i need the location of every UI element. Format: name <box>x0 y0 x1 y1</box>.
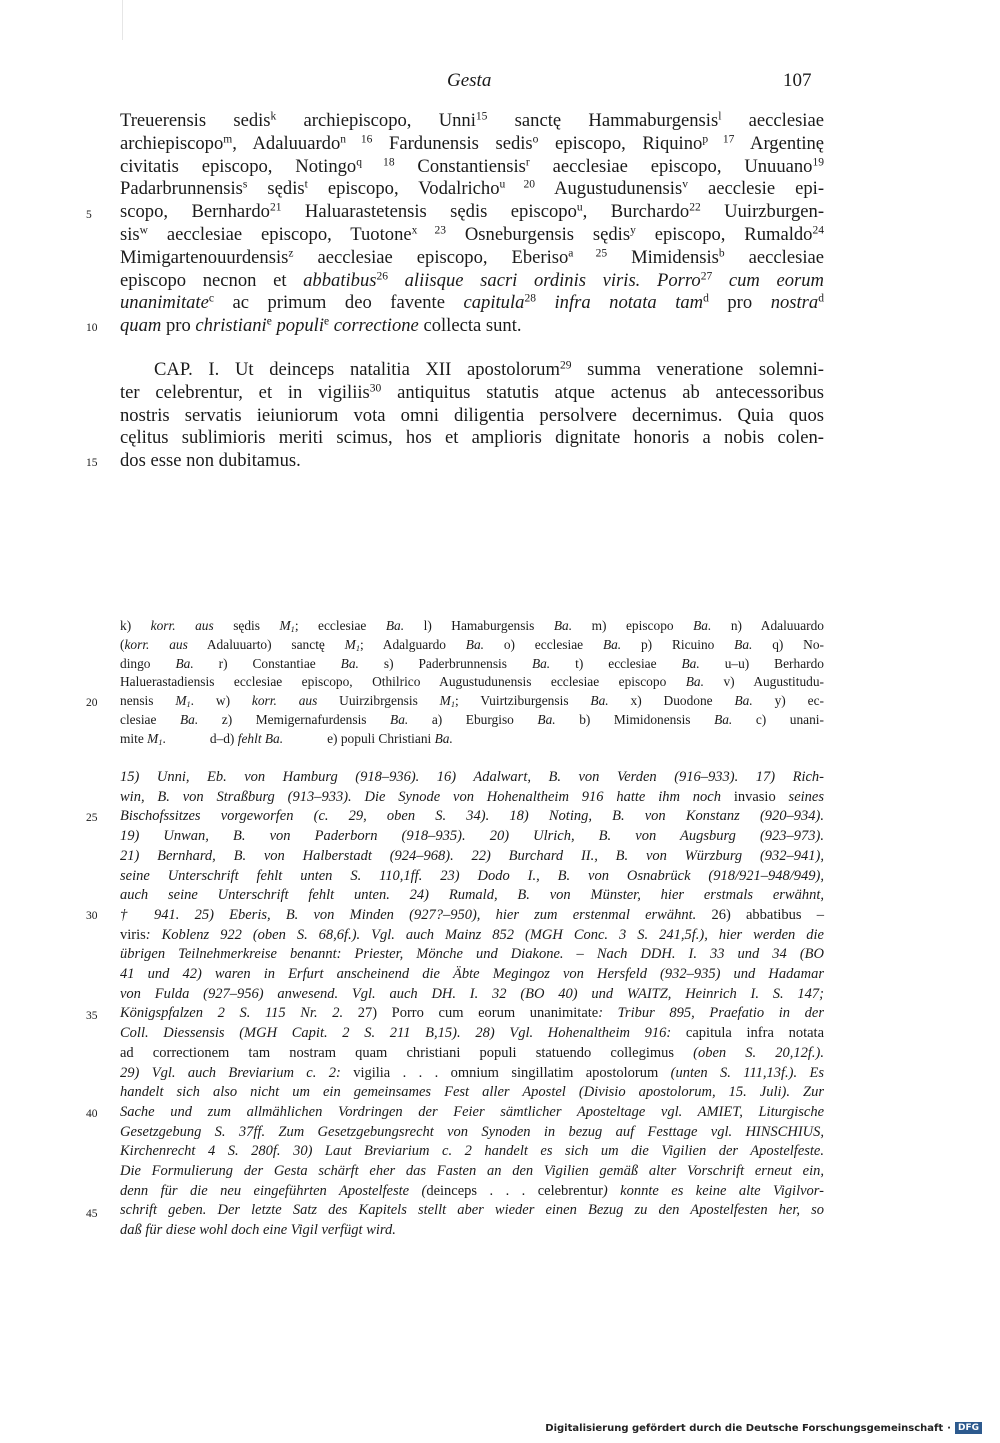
line-number-40: 40 <box>86 1108 98 1120</box>
text-line: schrift geben. Der letzte Satz des Kapitels stellt aber wieder einen Bezug zu den Apostelfesten her, so <box>120 1202 824 1219</box>
text-line: Gesetzgebung S. 37ff. Zum Gesetzgebungsrecht von Synoden in bezug auf Festtage vgl. HINSCHIUS, <box>120 1123 824 1140</box>
line-number-35: 35 <box>86 1010 98 1022</box>
text-line: Coll. Diessensis (MGH Capit. 2 S. 211 B,15). 28) Vgl. Hohenaltheim 916: capitula infra notata <box>120 1025 825 1042</box>
text-line: archiepiscopo$^m$, Adaluuardo$^{n 16}$ Fardunensis sedis$^o$ episcopo, Riquino$^{p 17}$ Argentinę <box>120 132 825 154</box>
text-line: Padarbrunnensis$^s$ sędis$^t$ episcopo, Vodalricho$^{u 20}$ Augustudunensis$^v$ aecclesie epi- <box>120 178 825 200</box>
text-line: scopo, Bernhardo$^{21}$ Haluarastetensis sędis episcopo$^u$, Burchardo$^{22}$ Uuirzburgen- <box>120 201 825 223</box>
text-line: 29) Vgl. auch Breviarium c. 2: vigilia . . . omnium singillatim apostolorum (unten S. 111,13f.). Es <box>120 1064 825 1081</box>
text-line: auch seine Unterschrift fehlt unten. 24) Rumald, B. von Münster, hier erstmals erwähnt, <box>120 887 825 904</box>
line-number-45: 45 <box>86 1208 98 1220</box>
text-line: win, B. von Straßburg (913–933). Die Synode von Hohenaltheim 916 hatte ihm noch invasio seines <box>120 788 824 805</box>
text-line: seine Unterschrift fehlt unten S. 110,1ff. 23) Dodo I., B. von Osnabrück (918/921–948/949), <box>120 867 825 884</box>
text-line: dos esse non dubitamus. <box>120 450 301 472</box>
critical-apparatus <box>120 617 824 749</box>
text-line: unanimitate$^c$ ac primum deo favente capitula$^{28}$ infra notata tam$^d$ pro nostra$^d$ <box>120 292 824 314</box>
gutter-line <box>122 0 123 40</box>
text-line: dingo Ba. r) Constantiae Ba. s) Paderbrunnensis Ba. t) ecclesiae Ba. u–u) Berhardo <box>120 655 824 671</box>
historical-notes <box>120 768 824 1241</box>
running-header: Gesta <box>447 70 492 91</box>
chapter-1 <box>120 359 824 473</box>
text-line: handelt sich also nicht um ein gemeinsames Fest aller Apostel (Divisio apostolorum, 15. Juli). Zur <box>120 1084 824 1101</box>
text-line: episcopo necnon et abbatibus$^{26}$ aliisque sacri ordinis viris. Porro$^{27}$ cum eorum <box>120 269 824 291</box>
text-line: 15) Unni, Eb. von Hamburg (918–936). 16) Adalwart, B. von Verden (916–933). 17) Rich- <box>120 769 824 785</box>
funding-notice: Digitalisierung gefördert durch die Deutsche Forschungsgemeinschaft · DFG <box>545 1422 982 1434</box>
text-line: daß für diese wohl doch eine Vigil verfügt wird. <box>120 1222 396 1239</box>
text-line: ter celebrentur, et in vigiliis$^{30}$ antiquitus statutis atque actenus ab antecessoribus <box>120 381 824 403</box>
text-line: Mimigartenouurdensis$^z$ aecclesiae episcopo, Eberiso$^{a 25}$ Mimidensis$^b$ aecclesiae <box>120 246 824 268</box>
text-line: Haluerastadiensis ecclesiae episcopo, Othilrico Augustudunensis ecclesiae episcopo Ba. v) Augustitudu- <box>120 674 824 690</box>
text-line: 41 und 42) waren in Erfurt anscheinend die Äbte Megingoz von Hersfeld (932–935) und Hadamar <box>120 966 824 983</box>
text-line: übrigen Teilnehmerkreise benannt: Priester, Mönche und Diakone. – Nach DDH. I. 33 und 34 (BO <box>120 946 824 963</box>
text-line: † 941. 25) Eberis, B. von Minden (927?–950), hier zum erstenmal erwähnt. 26) abbatibus – <box>120 906 825 923</box>
dfg-logo-icon: DFG <box>955 1422 982 1434</box>
line-number-15: 15 <box>86 457 98 469</box>
text-line: clesiae Ba. z) Memigernafurdensis Ba. a) Eburgiso Ba. b) Mimidonensis Ba. c) unani- <box>120 711 824 727</box>
text-line: quam pro christiani$^e$ populi$^e$ correctione collecta sunt. <box>120 315 522 337</box>
text-line: sis$^w$ aecclesiae episcopo, Tuotone$^{x 23}$ Osneburgensis sędis$^y$ episcopo, Rumaldo$^{24}$ <box>120 223 824 245</box>
text-line: (korr. aus Adaluuarto) sanctę $M_1$; Adalguardo Ba. o) ecclesiae Ba. p) Ricuino Ba. q) No- <box>120 636 824 653</box>
line-number-10: 10 <box>86 322 98 334</box>
text-line: Bischofssitzes vorgeworfen (c. 29, oben S. 34). 18) Noting, B. von Konstanz (920–934). <box>120 808 825 825</box>
text-line: nostris servatis ieiuniorum vota omni diligentia persolvere decernimus. Quia quos <box>120 404 824 426</box>
text-line: viris: Koblenz 922 (oben S. 68,6f.). Vgl. auch Mainz 852 (MGH Conc. 3 S. 241,5f.), hier werden die <box>120 926 824 943</box>
text-line: Kirchenrecht 4 S. 280f. 30) Laut Breviarium c. 2 handelt es sich um die Vigilien der Apostelfeste. <box>120 1143 824 1160</box>
text-line: mite $M_1$. d–d) fehlt Ba. e) populi Christiani Ba. <box>120 730 453 747</box>
text-line: 21) Bernhard, B. von Halberstadt (924–968). 22) Burchard II., B. von Würzburg (932–941), <box>120 847 825 864</box>
text-line: von Fulda (927–956) anwesend. Vgl. auch DH. I. 32 (BO 40) und WAITZ, Heinrich I. S. 147; <box>120 985 824 1002</box>
text-line: k) korr. aus sędis $M_1$; ecclesiae Ba. l) Hamaburgensis Ba. m) episcopo Ba. n) Adaluuardo <box>120 618 824 635</box>
line-number-5: 5 <box>86 209 92 221</box>
text-line: CAP. I. Ut deinceps natalitia XII apostolorum$^{29}$ summa veneratione solemni- <box>154 359 824 380</box>
main-paragraph <box>120 110 824 338</box>
line-number-30: 30 <box>86 910 98 922</box>
page-number: 107 <box>783 70 812 91</box>
text-line: cęlitus sublimioris meriti scimus, hos et amplioris dignitate honoris a nobis colen- <box>120 427 824 449</box>
text-line: Sache und zum allmählichen Vordringen der Feier sämtlicher Aposteltage vgl. AMIET, Liturgische <box>120 1103 824 1120</box>
text-line: Treuerensis sedis$^k$ archiepiscopo, Unni$^{15}$ sanctę Hammaburgensis$^l$ aecclesiae <box>120 110 824 131</box>
text-line: 19) Unwan, B. von Paderborn (918–935). 20) Ulrich, B. von Augsburg (923–973). <box>120 828 824 845</box>
text-line: denn für die neu eingeführten Apostelfeste (deinceps . . . celebrentur) konnte es keine alte Vigilvor- <box>120 1182 824 1199</box>
text-line: civitatis episcopo, Notingo$^{q 18}$ Constantiensis$^r$ aecclesiae episcopo, Unuuano$^{19}$ <box>120 155 824 177</box>
line-number-25: 25 <box>86 812 98 824</box>
text-line: Königspfalzen 2 S. 115 Nr. 2. 27) Porro cum eorum unanimitate: Tribur 895, Praefatio in der <box>120 1005 824 1022</box>
text-line: nensis $M_1$. w) korr. aus Uuirzibrgensis $M_1$; Vuirtziburgensis Ba. x) Duodone Ba. y) ec- <box>120 693 824 710</box>
text-line: ad correctionem tam nostram quam christiani populi statuendo collegimus (oben S. 20,12f.). <box>120 1044 825 1061</box>
text-line: Die Formulierung der Gesta schärft eher das Fasten an den Vigilien gemäß alter Vorschrift erneut ein, <box>120 1163 824 1180</box>
line-number-20: 20 <box>86 697 98 709</box>
funding-text: Digitalisierung gefördert durch die Deutsche Forschungsgemeinschaft <box>545 1422 944 1434</box>
